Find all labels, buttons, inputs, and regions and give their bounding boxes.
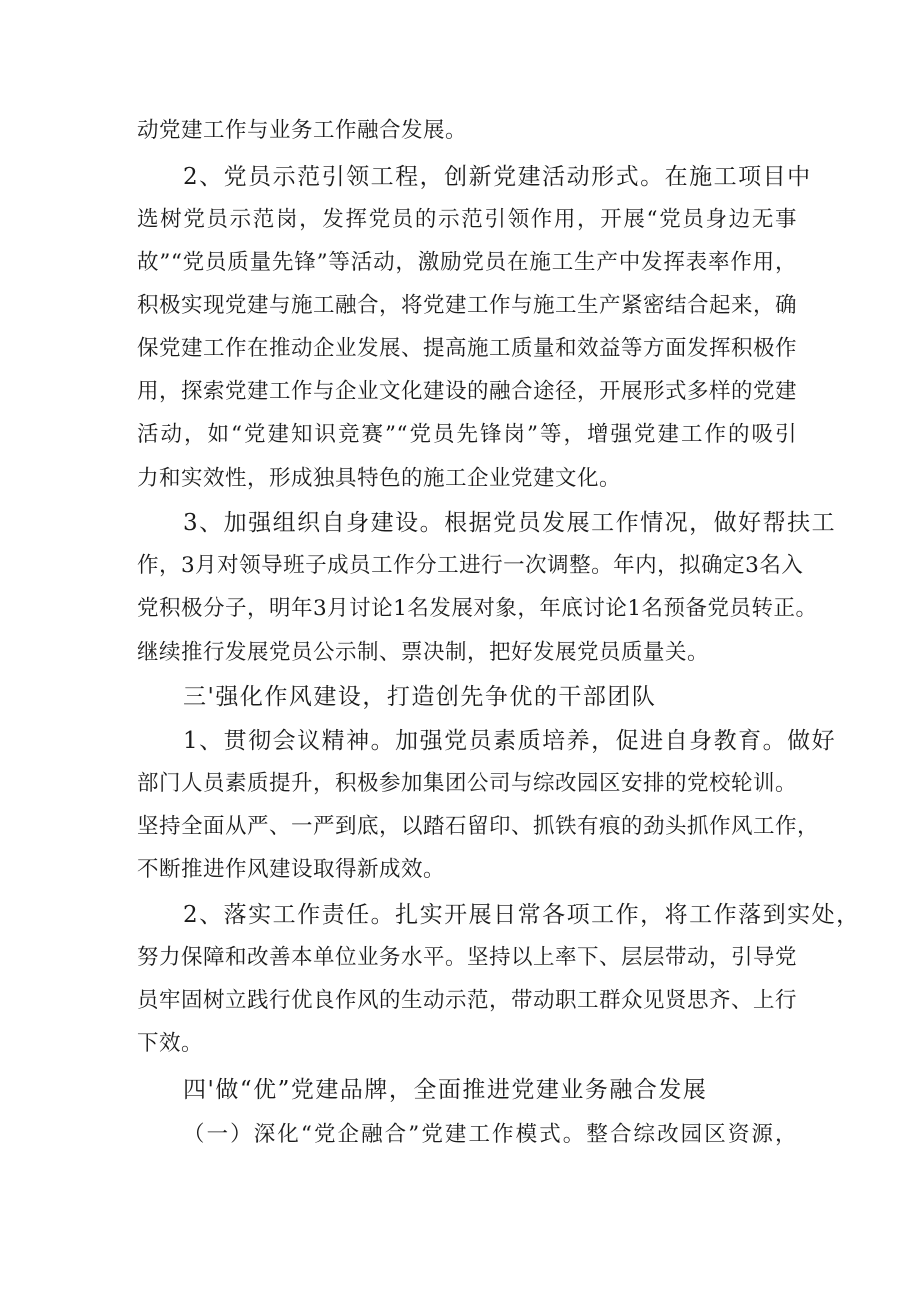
paragraph-line: 坚持全面从严、一严到底，以踏石留印、抓铁有痕的劲头抓作风工作， [137,814,820,839]
section-heading-line: 2、落实工作责任。扎实开展日常各项工作，将工作落到实处， [183,902,861,928]
section-heading-line: 1、贯彻会议精神。加强党员素质培养，促进自身教育。做好 [183,728,837,754]
paragraph-line: 用，探索党建工作与企业文化建设的融合途径，开展形式多样的党建 [137,379,798,404]
paragraph-line: 保党建工作在推动企业发展、提高施工质量和效益等方面发挥积极作 [137,336,798,361]
paragraph-line: 选树党员示范岗，发挥党员的示范引领作用，开展“党员身边无事 [137,207,797,232]
paragraph-line: 故”“党员质量先锋”等活动，激励党员在施工生产中发挥表率作用， [137,250,797,275]
section-heading-line: 2、党员示范引领工程，创新党建活动形式。在施工项目中 [183,164,812,190]
paragraph-line: 继续推行发展党员公示制、票决制，把好发展党员质量关。 [137,640,710,665]
paragraph-line: 动党建工作与业务工作融合发展。 [137,118,468,143]
paragraph-line: 部门人员素质提升，积极参加集团公司与综改园区安排的党校轮训。 [137,771,798,796]
section-heading-line: 3、加强组织自身建设。根据党员发展工作情况，做好帮扶工 [183,510,837,536]
paragraph-line: 积极实现党建与施工融合，将党建工作与施工生产紧密结合起来，确 [137,293,798,318]
chapter-heading-line: 三'强化作风建设，打造创先争优的干部团队 [183,684,657,710]
chapter-heading-line: 四'做“优”党建品牌，全面推进党建业务融合发展 [183,1077,708,1103]
paragraph-line: 力和实效性，形成独具特色的施工企业党建文化。 [137,466,622,491]
paragraph-line: 不断推进作风建设取得新成效。 [137,857,446,882]
paragraph-line: 员牢固树立践行优良作风的生动示范，带动职工群众见贤思齐、上行 [137,988,798,1013]
paragraph-line: 努力保障和改善本单位业务水平。坚持以上率下、层层带动，引导党 [137,945,798,970]
paragraph-line: 作，3月对领导班子成员工作分工进行一次调整。年内，拟确定3名入 [137,553,804,578]
paragraph-line: 党积极分子，明年3月讨论1名发展对象，年底讨论1名预备党员转正。 [137,596,818,621]
paragraph-line: 活动，如“党建知识竞赛”“党员先锋岗”等，增强党建工作的吸引 [137,422,797,447]
paragraph-line: 下效。 [137,1031,204,1056]
paragraph-line: （一）深化“党企融合”党建工作模式。整合综改园区资源， [183,1122,797,1147]
